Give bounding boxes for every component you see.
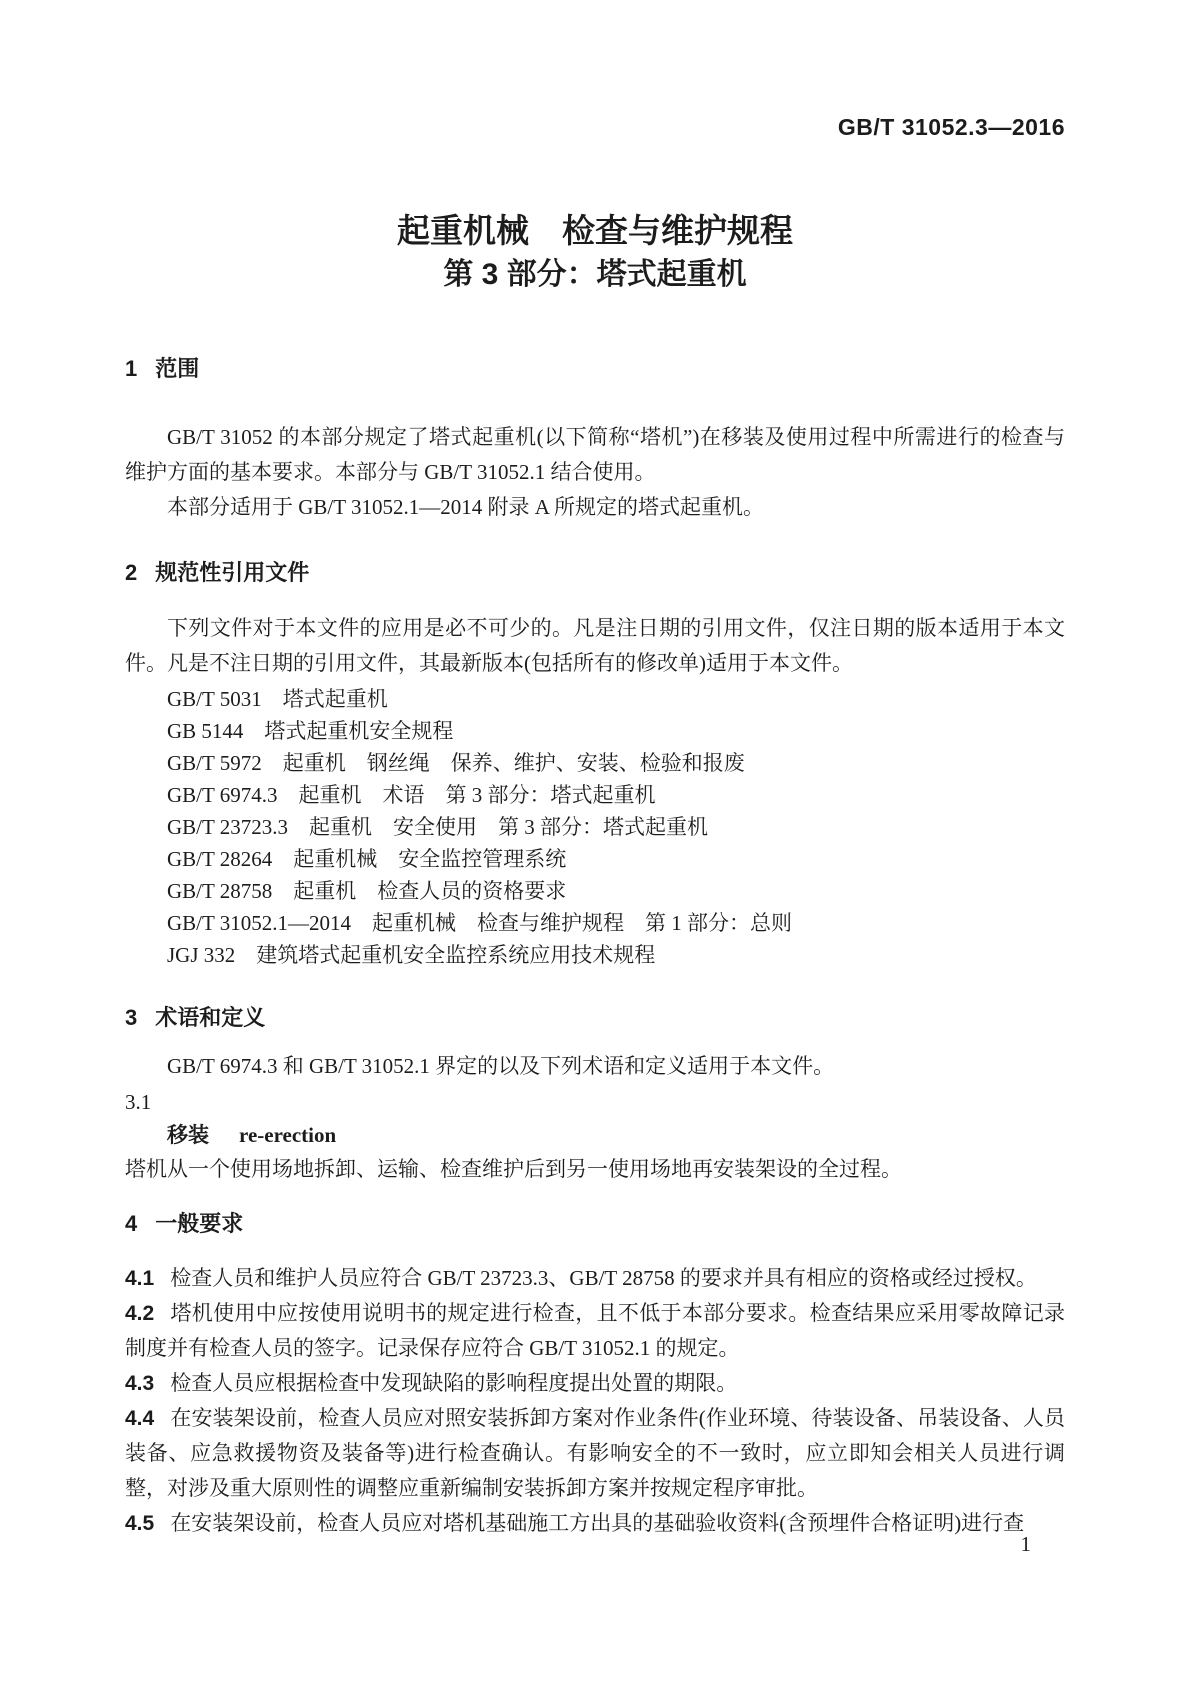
section-4-heading bbox=[125, 1209, 1065, 1239]
section-3-intro: GB/T 6974.3 和 GB/T 31052.1 界定的以及下列术语和定义适用于本文件。 bbox=[167, 1054, 835, 1078]
term-english: re-erection bbox=[239, 1123, 337, 1147]
clause-4-5 bbox=[125, 1506, 1065, 1541]
normative-references-list bbox=[125, 683, 1065, 971]
page-content bbox=[125, 0, 1065, 1541]
clause-4-3-text: 检查人员应根据检查中发现缺陷的影响程度提出处置的期限。 bbox=[170, 1371, 738, 1395]
reference-item: GB/T 5972 起重机 钢丝绳 保养、维护、安装、检验和报废 bbox=[167, 751, 745, 775]
section-2-number: 2 bbox=[125, 560, 138, 585]
title-line-2: 第 3 部分：塔式起重机 bbox=[443, 258, 747, 291]
reference-item: GB/T 28264 起重机械 安全监控管理系统 bbox=[167, 847, 567, 871]
section-2-heading bbox=[125, 558, 1065, 588]
term-definition: 塔机从一个使用场地拆卸、运输、检查维护后到另一使用场地再安装架设的全过程。 bbox=[125, 1157, 902, 1181]
section-4-number: 4 bbox=[125, 1211, 138, 1236]
section-4-title: 一般要求 bbox=[155, 1211, 244, 1236]
term-clause-number: 3.1 bbox=[125, 1090, 152, 1114]
reference-item: GB/T 5031 塔式起重机 bbox=[167, 687, 388, 711]
reference-item: GB/T 6974.3 起重机 术语 第 3 部分：塔式起重机 bbox=[167, 783, 656, 807]
section-2-title: 规范性引用文件 bbox=[155, 560, 310, 585]
clause-4-1-number: 4.1 bbox=[125, 1267, 155, 1290]
reference-item: GB/T 31052.1—2014 起重机械 检查与维护规程 第 1 部分：总则 bbox=[167, 911, 792, 935]
section-3-title: 术语和定义 bbox=[155, 1005, 266, 1030]
clause-4-4 bbox=[125, 1401, 1065, 1506]
section-1-paragraph-1: GB/T 31052 的本部分规定了塔式起重机(以下简称“塔机”)在移装及使用过程中所需进行的检查与维护方面的基本要求。本部分与 GB/T 31052.1 结合使用。 bbox=[125, 425, 1065, 484]
clause-4-5-text: 在安装架设前，检查人员应对塔机基础施工方出具的基础验收资料(含预埋件合格证明)进行查 bbox=[170, 1511, 1025, 1535]
title-line-1: 起重机械 检查与维护规程 bbox=[397, 212, 793, 249]
reference-item: GB 5144 塔式起重机安全规程 bbox=[167, 719, 454, 743]
section-2-intro: 下列文件对于本文件的应用是必不可少的。凡是注日期的引用文件，仅注日期的版本适用于本文件。凡是不注日期的引用文件，其最新版本(包括所有的修改单)适用于本文件。 bbox=[125, 616, 1065, 675]
standard-code: GB/T 31052.3—2016 bbox=[837, 114, 1065, 140]
term-entry bbox=[125, 1119, 1065, 1152]
term-chinese: 移装 bbox=[167, 1124, 209, 1147]
reference-item: GB/T 28758 起重机 检查人员的资格要求 bbox=[167, 879, 567, 903]
clause-4-1-text: 检查人员和维护人员应符合 GB/T 23723.3、GB/T 28758 的要求并具有相应的资格或经过授权。 bbox=[170, 1266, 1037, 1290]
reference-item: JGJ 332 建筑塔式起重机安全监控系统应用技术规程 bbox=[167, 943, 656, 967]
clause-4-2-text: 塔机使用中应按使用说明书的规定进行检查，且不低于本部分要求。检查结果应采用零故障记录制度并有检查人员的签字。记录保存应符合 GB/T 31052.1 的规定。 bbox=[125, 1301, 1065, 1360]
clause-4-2-number: 4.2 bbox=[125, 1302, 155, 1325]
clause-4-4-text: 在安装架设前，检查人员应对照安装拆卸方案对作业条件(作业环境、待装设备、吊装设备、人员装备、应急救援物资及装备等)进行检查确认。有影响安全的不一致时，应立即知会相关人员进行调整，对涉及重大原则性的调整应重新编制安装拆卸方案并按规定程序审批。 bbox=[125, 1406, 1065, 1500]
clause-4-1 bbox=[125, 1261, 1065, 1296]
clause-4-3-number: 4.3 bbox=[125, 1372, 155, 1395]
section-1-number: 1 bbox=[125, 356, 138, 381]
section-3-heading bbox=[125, 1003, 1065, 1033]
clause-4-4-number: 4.4 bbox=[125, 1407, 155, 1430]
reference-item: GB/T 23723.3 起重机 安全使用 第 3 部分：塔式起重机 bbox=[167, 815, 708, 839]
clause-4-2 bbox=[125, 1296, 1065, 1366]
clause-4-3 bbox=[125, 1366, 1065, 1401]
section-1-heading bbox=[125, 354, 1065, 384]
section-3-number: 3 bbox=[125, 1005, 138, 1030]
document-title bbox=[125, 208, 1065, 296]
page-number: 1 bbox=[1020, 1532, 1031, 1556]
clause-4-5-number: 4.5 bbox=[125, 1512, 155, 1535]
section-1-title: 范围 bbox=[155, 356, 200, 381]
section-1-paragraph-2: 本部分适用于 GB/T 31052.1—2014 附录 A 所规定的塔式起重机。 bbox=[167, 495, 764, 519]
